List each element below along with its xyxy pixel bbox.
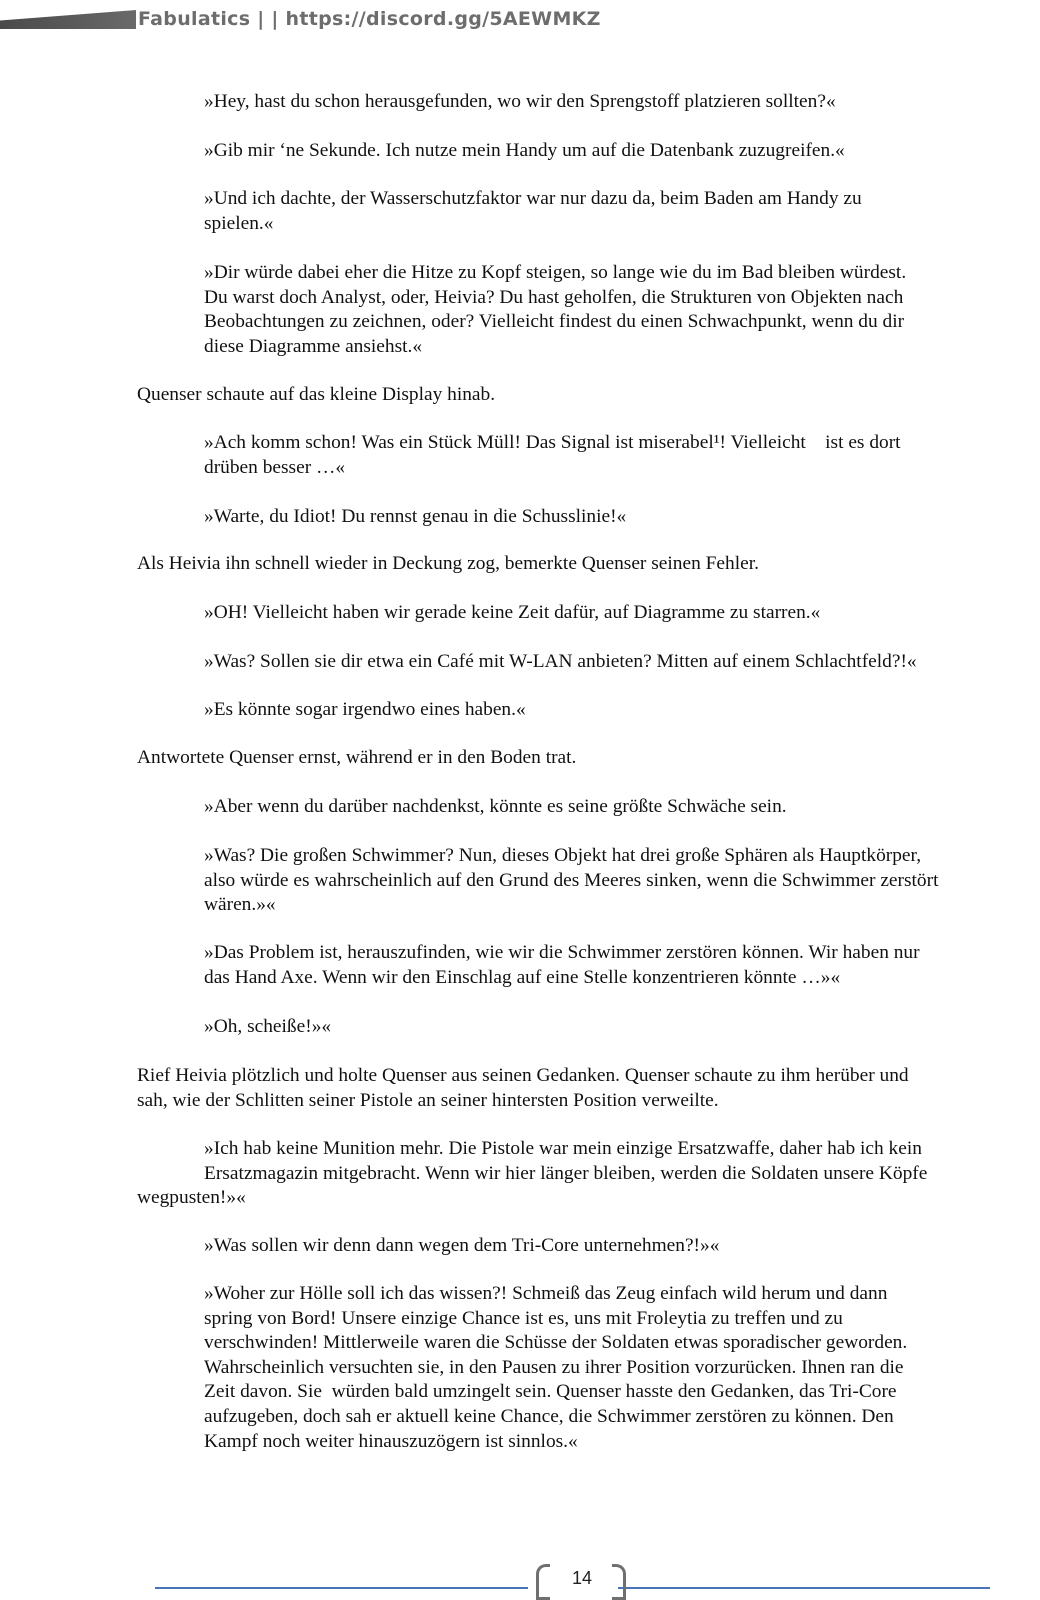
dialogue-paragraph (204, 795, 787, 820)
narration-paragraph (137, 1064, 909, 1113)
text-line: spring von Bord! Unsere einzige Chance ist es, uns mit Froleytia zu treffen und zu (204, 1307, 843, 1329)
footer-bracket-right (612, 1564, 626, 1600)
dialogue-paragraph (204, 844, 938, 918)
text-line: Ersatzmagazin mitgebracht. Wenn wir hier länger bleiben, werden die Soldaten unsere Köpfe (204, 1162, 928, 1184)
dialogue-paragraph (204, 941, 920, 990)
text-line: das Hand Axe. Wenn wir den Einschlag auf eine Stelle konzentrieren könnte …»« (204, 966, 841, 988)
dialogue-paragraph (204, 90, 836, 115)
dialogue-paragraph (204, 1234, 719, 1259)
text-line: »Was? Sollen sie dir etwa ein Café mit W-LAN anbieten? Mitten auf einem Schlachtfeld?!« (204, 651, 917, 672)
text-line: Wahrscheinlich versuchten sie, in den Pausen zu ihrer Position vorzurücken. Ihnen ran die (204, 1356, 904, 1378)
text-line: sah, wie der Schlitten seiner Pistole an seiner hintersten Position verweilte. (137, 1089, 719, 1111)
dialogue-paragraph (204, 1015, 331, 1040)
header-title: Fabulatics | | https://discord.gg/5AEWMKZ (138, 8, 601, 30)
text-line: Du warst doch Analyst, oder, Heivia? Du hast geholfen, die Strukturen von Objekten nach (204, 286, 904, 308)
narration-paragraph (137, 552, 759, 577)
dialogue-paragraph (204, 139, 845, 164)
dialogue-paragraph (204, 650, 917, 675)
text-line: »Dir würde dabei eher die Hitze zu Kopf steigen, so lange wie du im Bad bleiben würdest. (204, 262, 907, 283)
dialogue-paragraph (204, 261, 906, 359)
text-line: »Warte, du Idiot! Du rennst genau in die Schusslinie!« (204, 506, 627, 527)
narration-paragraph (137, 383, 495, 408)
dialogue-paragraph (204, 505, 626, 530)
text-line: »Gib mir ‘ne Sekunde. Ich nutze mein Handy um auf die Datenbank zuzugreifen.« (204, 140, 845, 161)
text-line: also würde es wahrscheinlich auf den Grund des Meeres sinken, wenn die Schwimmer zerstört (204, 869, 939, 891)
text-line: wegpusten!»« (137, 1187, 246, 1209)
text-line: diese Diagramme ansiehst.« (204, 335, 423, 357)
text-line: »Hey, hast du schon herausgefunden, wo wir den Sprengstoff platzieren sollten?« (204, 91, 836, 112)
text-line: verschwinden! Mittlerweile waren die Schüsse der Soldaten etwas sporadischer geworden. (204, 1332, 908, 1354)
text-line: »Oh, scheiße!»« (204, 1016, 332, 1037)
text-line: »Was sollen wir denn dann wegen dem Tri-Core unternehmen?!»« (204, 1235, 720, 1256)
text-line: Quenser schaute auf das kleine Display hinab. (137, 384, 496, 405)
text-line: »Ach komm schon! Was ein Stück Müll! Das Signal ist miserabel¹! Vielleicht ist es dort (204, 432, 901, 453)
dialogue-paragraph (204, 698, 526, 723)
footer-rule-left (155, 1587, 528, 1589)
text-line: »OH! Vielleicht haben wir gerade keine Zeit dafür, auf Diagramme zu starren.« (204, 602, 821, 623)
text-line: »Ich hab keine Munition mehr. Die Pistole war mein einzige Ersatzwaffe, daher hab ich kein (204, 1138, 922, 1159)
text-line: »Das Problem ist, herauszufinden, wie wir die Schwimmer zerstören können. Wir haben nur (204, 942, 920, 963)
text-line: Rief Heivia plötzlich und holte Quenser aus seinen Gedanken. Quenser schaute zu ihm herüber und (137, 1065, 909, 1086)
dialogue-paragraph (204, 1282, 907, 1454)
footer-rule-right (618, 1587, 990, 1589)
text-line: Als Heivia ihn schnell wieder in Deckung zog, bemerkte Quenser seinen Fehler. (137, 553, 759, 574)
text-line: wären.»« (204, 894, 276, 916)
text-line: Zeit davon. Sie würden bald umzingelt sein. Quenser hasste den Gedanken, das Tri-Core (204, 1381, 897, 1403)
text-line: »Aber wenn du darüber nachdenkst, könnte es seine größte Schwäche sein. (204, 796, 787, 817)
text-line: »Und ich dachte, der Wasserschutzfaktor war nur dazu da, beim Baden am Handy zu (204, 188, 862, 209)
narration-paragraph (137, 746, 576, 771)
header-decoration-bar (0, 10, 136, 29)
dialogue-paragraph (204, 431, 901, 480)
text-line: drüben besser …« (204, 456, 346, 478)
text-line: aufzugeben, doch sah er aktuell keine Chance, die Schwimmer zerstören zu können. Den (204, 1405, 894, 1427)
text-line: Antwortete Quenser ernst, während er in den Boden trat. (137, 747, 577, 768)
dialogue-paragraph (204, 601, 820, 626)
dialogue-paragraph (204, 187, 862, 236)
page-number: 14 (571, 1568, 593, 1588)
footer-bracket-left (536, 1564, 550, 1600)
text-line: »Was? Die großen Schwimmer? Nun, dieses Objekt hat drei große Sphären als Hauptkörper, (204, 845, 922, 866)
text-line: Beobachtungen zu zeichnen, oder? Vielleicht findest du einen Schwachpunkt, wenn du dir (204, 311, 905, 333)
text-line: spielen.« (204, 212, 274, 234)
text-line: »Es könnte sogar irgendwo eines haben.« (204, 699, 526, 720)
dialogue-paragraph (137, 1137, 927, 1211)
text-line: Kampf noch weiter hinauszuzögern ist sinnlos.« (204, 1430, 578, 1452)
text-line: »Woher zur Hölle soll ich das wissen?! Schmeiß das Zeug einfach wild herum und dann (204, 1283, 888, 1304)
